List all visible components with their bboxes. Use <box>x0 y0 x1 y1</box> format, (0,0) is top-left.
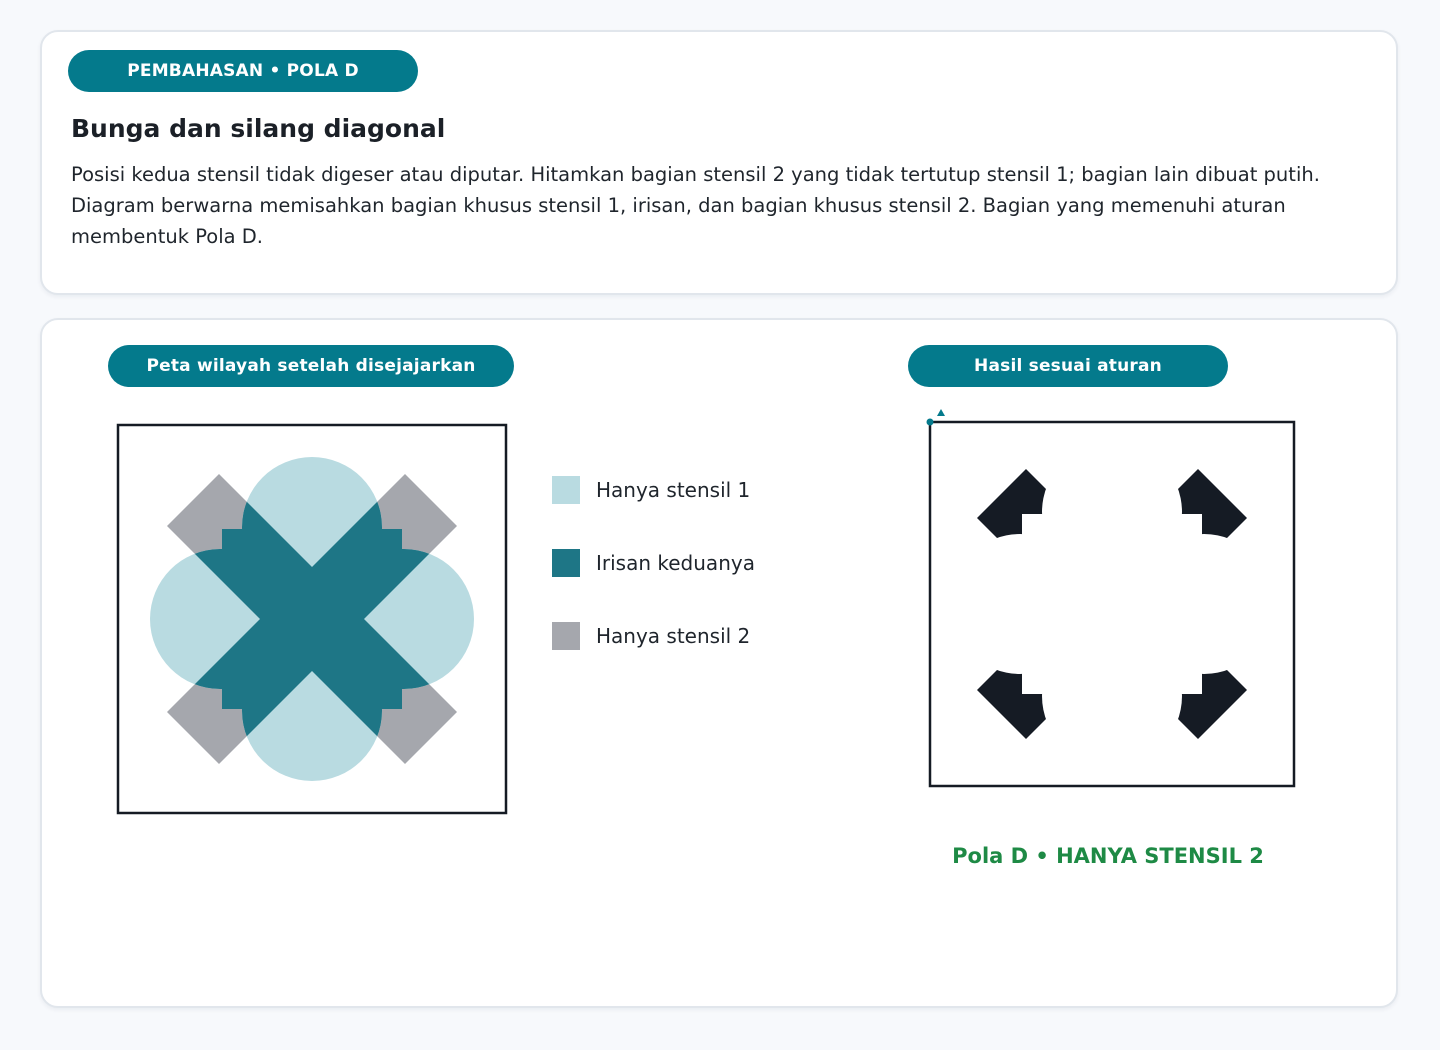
legend-swatch <box>552 476 580 504</box>
result-caption: Pola D • HANYA STENSIL 2 <box>952 844 1264 868</box>
diagram-card <box>40 318 1398 1008</box>
explanation-card <box>40 30 1398 295</box>
description-text: Posisi kedua stensil tidak digeser atau diputar. Hitamkan bagian stensil 2 yang tidak tertutup stensil 1; bagian lain dibuat putih. Diagram berwarna memisahkan bagian khusus stensil 1, irisan, dan bagian khusus stensil 2. Bagian yang memenuhi aturan membentuk Pola D. <box>71 163 1320 248</box>
legend-swatch <box>552 549 580 577</box>
result-heading: Hasil sesuai aturan <box>908 345 1228 387</box>
page-title: Bunga dan silang diagonal <box>71 114 446 143</box>
legend-label: Irisan keduanya <box>596 551 755 575</box>
region-map-diagram <box>116 423 508 815</box>
legend-item-stencil-2-only <box>552 622 750 650</box>
result-diagram <box>922 408 1302 800</box>
orientation-arrow-icon <box>937 409 945 416</box>
legend-item-intersection <box>552 549 755 577</box>
legend-swatch <box>552 622 580 650</box>
legend-label: Hanya stensil 2 <box>596 624 751 648</box>
section-tag: PEMBAHASAN • POLA D <box>68 50 418 92</box>
region-map-heading: Peta wilayah setelah disejajarkan <box>108 345 514 387</box>
legend-item-stencil-1-only <box>552 476 750 504</box>
legend-label: Hanya stensil 1 <box>596 478 751 502</box>
origin-marker-dot <box>927 419 934 426</box>
